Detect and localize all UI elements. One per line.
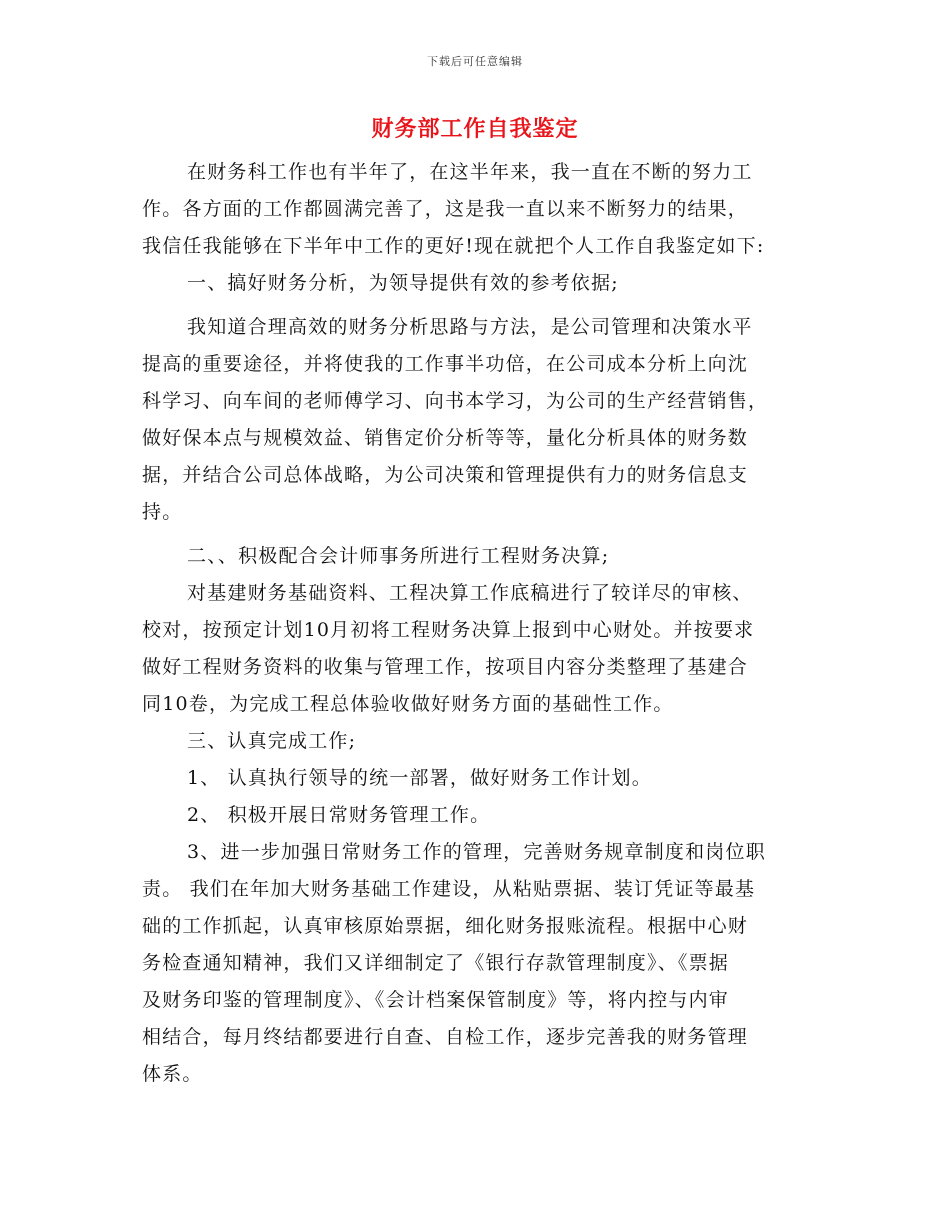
paragraph-line: 对基建财务基础资料、工程决算工作底稿进行了较详尽的审核、 <box>187 582 753 604</box>
document-body <box>142 154 818 1093</box>
paragraph-line: 校对，按预定计划10月初将工程财务决算上报到中心财处。并按要求 <box>142 619 755 641</box>
section-heading: 三、认真完成工作; <box>187 730 357 752</box>
paragraph-line: 相结合，每月终结都要进行自查、自检工作，逐步完善我的财务管理 <box>142 1026 749 1048</box>
header-note: 下载后可任意编辑 <box>427 55 523 68</box>
paragraph-line: 我信任我能够在下半年中工作的更好!现在就把个人工作自我鉴定如下: <box>142 235 765 257</box>
paragraph-line: 做好保本点与规模效益、销售定价分析等等，量化分析具体的财务数 <box>142 427 749 449</box>
paragraph-line: 做好工程财务资料的收集与管理工作，按项目内容分类整理了基建合 <box>142 656 749 678</box>
paragraph-line: 体系。 <box>142 1063 203 1085</box>
list-item: 1、 认真执行领导的统一部署，做好财务工作计划。 <box>187 767 652 789</box>
paragraph-line: 持。 <box>142 501 183 523</box>
document-title: 财务部工作自我鉴定 <box>371 117 579 142</box>
paragraph-line: 据，并结合公司总体战略，为公司决策和管理提供有力的财务信息支 <box>142 464 749 486</box>
paragraph-line: 提高的重要途径，并将使我的工作事半功倍，在公司成本分析上向沈 <box>142 353 749 375</box>
paragraph-line: 责。 我们在年加大财务基础工作建设，从粘贴票据、装订凭证等最基 <box>142 878 756 900</box>
paragraph-line: 科学习、向车间的老师傅学习、向书本学习，为公司的生产经营销售， <box>142 390 769 412</box>
list-item: 3、进一步加强日常财务工作的管理，完善财务规章制度和岗位职 <box>187 841 766 863</box>
paragraph-line: 作。各方面的工作都圆满完善了，这是我一直以来不断努力的结果， <box>142 198 749 220</box>
list-item: 2、 积极开展日常财务管理工作。 <box>187 804 491 826</box>
paragraph-line: 我知道合理高效的财务分析思路与方法，是公司管理和决策水平 <box>187 316 753 338</box>
paragraph-line: 础的工作抓起，认真审核原始票据，细化财务报账流程。根据中心财 <box>142 915 749 937</box>
paragraph-line: 在财务科工作也有半年了，在这半年来，我一直在不断的努力工 <box>187 161 753 183</box>
section-heading: 一、搞好财务分析，为领导提供有效的参考依据; <box>187 272 619 294</box>
paragraph-line: 同10卷，为完成工程总体验收做好财务方面的基础性工作。 <box>142 693 674 715</box>
section-heading: 二、、积极配合会计师事务所进行工程财务决算; <box>187 545 610 567</box>
paragraph-line: 及财务印鉴的管理制度》、《会计档案保管制度》等，将内控与内审 <box>142 989 730 1011</box>
paragraph-line: 务检查通知精神，我们又详细制定了《银行存款管理制度》、《票据 <box>142 952 730 974</box>
